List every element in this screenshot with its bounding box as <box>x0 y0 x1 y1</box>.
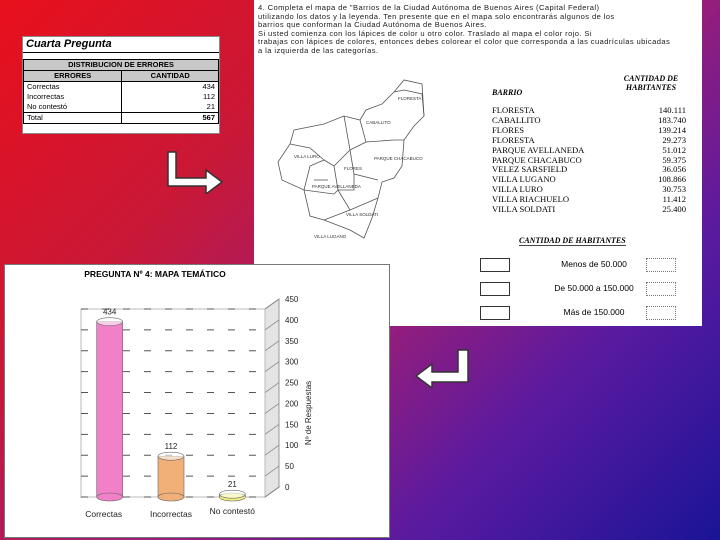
table-row <box>24 82 219 93</box>
total-value: 567 <box>122 113 219 124</box>
bar-chart <box>5 265 389 537</box>
barrio-item: FLORES <box>492 124 524 135</box>
map-label: VILLA LUGANO <box>314 234 347 239</box>
habitantes-item: 59.375 <box>662 154 686 165</box>
barrio-list <box>492 106 622 215</box>
y-tick-label: 100 <box>285 441 299 451</box>
barrio-item: FLORESTA <box>492 105 535 115</box>
habitantes-item: 140.111 <box>658 105 686 115</box>
habitantes-item: 30.753 <box>662 184 686 195</box>
col-cantidad: CANTIDAD <box>122 71 219 82</box>
total-label: Total <box>24 113 122 124</box>
row-label: Incorrectas <box>24 92 122 102</box>
barrio-header: BARRIO <box>492 88 523 97</box>
data-label: 112 <box>164 442 178 452</box>
barrio-item: VILLA RIACHUELO <box>492 194 570 205</box>
x-tick-label: Correctas <box>85 509 123 519</box>
y-tick-label: 200 <box>285 399 299 409</box>
y-tick-label: 250 <box>285 378 299 388</box>
instructions-text <box>258 4 698 56</box>
legend-label: Menos de 50.000 <box>561 259 627 269</box>
legend-pattern <box>646 306 676 320</box>
table-total-row <box>24 113 219 124</box>
habitantes-list <box>624 106 686 215</box>
barrios-map <box>254 70 494 260</box>
barrio-item: VELEZ SARSFIELD <box>492 164 568 175</box>
legend-label: De 50.000 a 150.000 <box>554 283 634 293</box>
errors-table-card <box>22 36 220 134</box>
col-errores: ERRORES <box>24 71 122 82</box>
y-tick-label: 300 <box>285 357 299 367</box>
y-axis-label: Nº de Respuestas <box>304 380 313 446</box>
arrow-left-icon <box>414 348 470 388</box>
y-tick-label: 400 <box>285 315 299 325</box>
x-tick-label: Incorrectas <box>149 509 193 519</box>
map-label: VILLA LURO <box>294 154 320 159</box>
bar-base <box>158 493 184 501</box>
barrio-item: VILLA SOLDATI <box>492 204 556 215</box>
habitantes-item: 11.412 <box>662 194 686 205</box>
map-label: PARQUE CHACABUCO <box>374 156 423 161</box>
chart-title: PREGUNTA Nº 4: MAPA TEMÁTICO <box>84 269 226 279</box>
bar-top <box>158 452 184 460</box>
legend-title: CANTIDAD DE HABITANTES <box>519 236 626 245</box>
chart-card <box>4 264 390 538</box>
y-tick-label: 0 <box>285 483 290 492</box>
legend-box <box>480 282 510 296</box>
legend-row <box>480 258 700 272</box>
map-label: CABALLITO <box>366 120 391 125</box>
legend-pattern <box>646 282 676 296</box>
barrio-item: PARQUE CHACABUCO <box>492 154 582 165</box>
bar-top <box>219 490 245 498</box>
habitantes-header: CANTIDAD DE HABITANTES <box>623 74 679 92</box>
legend-row <box>480 306 700 320</box>
y-tick-label: 150 <box>285 420 299 430</box>
y-tick-label: 450 <box>285 295 299 304</box>
row-value: 21 <box>122 102 219 113</box>
arrow-down-right-icon <box>166 150 226 194</box>
table-title: Cuarta Pregunta <box>23 37 219 53</box>
habitantes-item: 139.214 <box>658 124 686 135</box>
habitantes-item: 29.273 <box>662 134 686 145</box>
legend-row <box>480 282 700 296</box>
barrio-item: PARQUE AVELLANEDA <box>492 144 585 155</box>
legend-box <box>480 306 510 320</box>
bar <box>158 456 184 497</box>
bar-top <box>97 318 123 326</box>
row-label: Correctas <box>24 82 122 93</box>
data-label: 434 <box>102 307 117 317</box>
instruction-line: a la izquierda de las categorías. <box>258 45 379 55</box>
instruction-line: 4. Completa el mapa de "Barrios de la Ciudad Autónoma de Buenos Aires (Capital Federal) <box>258 3 600 12</box>
barrio-item: VILLA LUGANO <box>492 174 556 185</box>
habitantes-item: 36.056 <box>662 164 686 175</box>
legend-pattern <box>646 258 676 272</box>
map-label: FLORES <box>344 166 363 171</box>
x-tick-label: No contestó <box>209 506 256 516</box>
row-value: 112 <box>122 92 219 102</box>
barrio-item: CABALLITO <box>492 114 541 125</box>
habitantes-item: 51.012 <box>662 144 686 155</box>
y-tick-label: 50 <box>285 462 294 472</box>
instruction-line: barrios que conforman la Ciudad Autónoma de Buenos Aires. <box>258 20 487 30</box>
barrio-item: VILLA LURO <box>492 184 543 195</box>
row-label: No contestó <box>24 102 122 113</box>
table-row <box>24 102 219 113</box>
row-value: 434 <box>122 82 219 93</box>
table-header: DISTRIBUCION DE ERRORES <box>24 60 219 71</box>
barrio-item: FLORESTA <box>492 134 535 145</box>
errors-table <box>23 59 219 124</box>
map-label: VILLA SOLDATI <box>346 212 379 217</box>
instruction-line: trabajas con lápices de colores, entonces debes colorear el color que corresponda a las cuadrículas ubicadas <box>258 37 671 47</box>
map-label: PARQUE AVELLANEDA <box>312 184 361 189</box>
bar <box>97 322 123 497</box>
habitantes-item: 25.400 <box>662 204 686 215</box>
habitantes-item: 108.866 <box>658 174 686 185</box>
bar-base <box>97 493 123 501</box>
instruction-line: Si usted comienza con los lápices de color u otro color. Traslado al mapa el color rojo. Si <box>258 28 592 38</box>
y-tick-label: 350 <box>285 336 299 346</box>
habitantes-item: 183.740 <box>658 114 686 125</box>
legend-label: Más de 150.000 <box>563 307 625 317</box>
data-label: 21 <box>227 480 237 490</box>
instruction-line: utilizando los datos y la leyenda. Ten presente que en el mapa solo encontrarás algunos de los <box>258 11 615 21</box>
map-label: FLORESTA <box>398 96 422 101</box>
table-row <box>24 92 219 102</box>
legend-box <box>480 258 510 272</box>
